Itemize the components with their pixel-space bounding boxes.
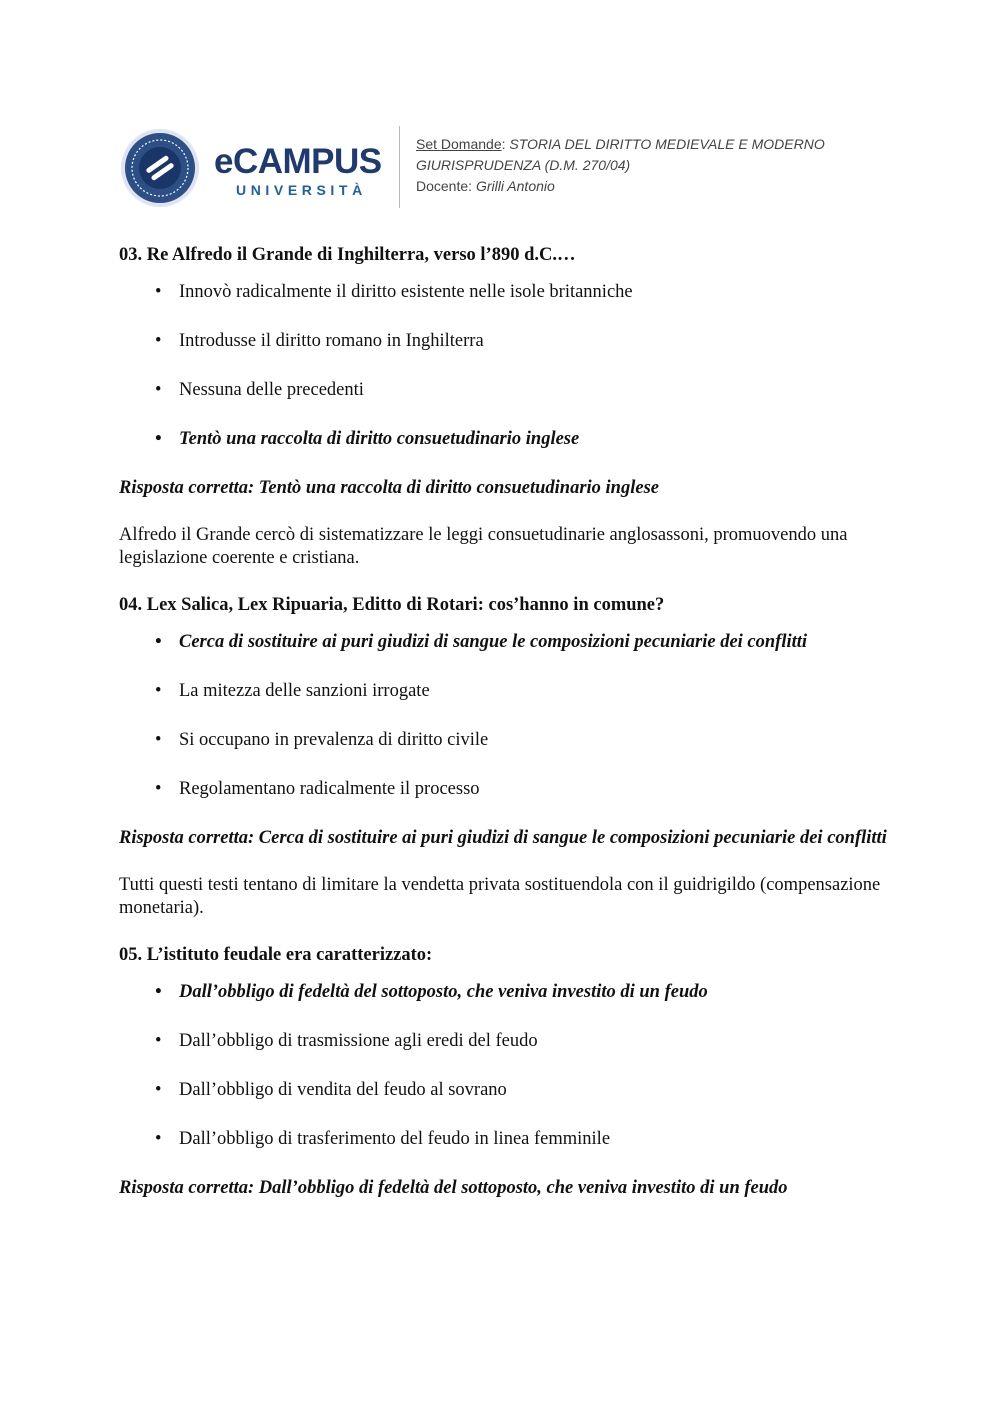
brand-subtitle: UNIVERSITÀ xyxy=(236,182,367,198)
option-item: • Si occupano in prevalenza di diritto civile xyxy=(155,729,889,752)
question-title: 05. L’istituto feudale era caratterizzato: xyxy=(119,945,433,965)
option-item-correct: • Tentò una raccolta di diritto consuetudinario inglese xyxy=(155,428,889,451)
correct-answer: Risposta corretta: Tentò una raccolta di diritto consuetudinario inglese xyxy=(119,478,659,498)
question-title: 04. Lex Salica, Lex Ripuaria, Editto di Rotari: cos’hanno in comune? xyxy=(119,595,665,615)
option-item-correct: • Cerca di sostituire ai puri giudizi di sangue le composizioni pecuniarie dei conflitti xyxy=(155,631,889,654)
question-block-03 xyxy=(119,244,889,570)
question-title: 03. Re Alfredo il Grande di Inghilterra, verso l’890 d.C.… xyxy=(119,245,576,265)
option-item: • Dall’obbligo di vendita del feudo al sovrano xyxy=(155,1079,889,1102)
option-item: • Dall’obbligo di trasferimento del feudo in linea femminile xyxy=(155,1128,889,1151)
explanation: Tutti questi testi tentano di limitare la vendetta privata sostituendola con il guidrigildo (compensazione monetaria). xyxy=(119,875,881,918)
question-block-04 xyxy=(119,594,889,920)
program-name: GIURISPRUDENZA (D.M. 270/04) xyxy=(416,157,631,173)
correct-answer: Risposta corretta: Dall’obbligo di fedeltà del sottoposto, che veniva investito di un feudo xyxy=(119,1178,788,1198)
option-item: • Innovò radicalmente il diritto esistente nelle isole britanniche xyxy=(155,281,889,304)
option-item: • Nessuna delle precedenti xyxy=(155,379,889,402)
teacher-name: Grilli Antonio xyxy=(475,178,555,194)
option-item: • La mitezza delle sanzioni irrogate xyxy=(155,680,889,703)
option-item: • Regolamentano radicalmente il processo xyxy=(155,778,889,801)
header-info xyxy=(416,134,825,197)
option-item: • Dall’obbligo di trasmissione agli eredi del feudo xyxy=(155,1030,889,1053)
explanation: Alfredo il Grande cercò di sistematizzare le leggi consuetudinarie anglosassoni, promuovendo una legislazione coerente e cristiana. xyxy=(119,525,848,568)
brand-name: eCAMPUS xyxy=(214,142,382,181)
question-block-05 xyxy=(119,944,889,1200)
header-divider xyxy=(399,126,400,208)
course-name: STORIA DEL DIRITTO MEDIEVALE E MODERNO xyxy=(509,136,825,152)
ecampus-seal-logo xyxy=(120,128,200,208)
set-label: Set Domande xyxy=(416,136,502,152)
option-list xyxy=(119,981,889,1151)
option-list xyxy=(119,631,889,801)
option-list xyxy=(119,281,889,451)
document-header xyxy=(118,124,878,210)
option-item: • Introdusse il diritto romano in Inghilterra xyxy=(155,330,889,353)
teacher-label: Docente: xyxy=(416,178,473,194)
set-colon: : xyxy=(501,136,506,152)
option-item-correct: • Dall’obbligo di fedeltà del sottoposto, che veniva investito di un feudo xyxy=(155,981,889,1004)
correct-answer: Risposta corretta: Cerca di sostituire ai puri giudizi di sangue le composizioni pecuniarie dei conflitti xyxy=(119,828,887,848)
questions-content xyxy=(119,232,889,1224)
